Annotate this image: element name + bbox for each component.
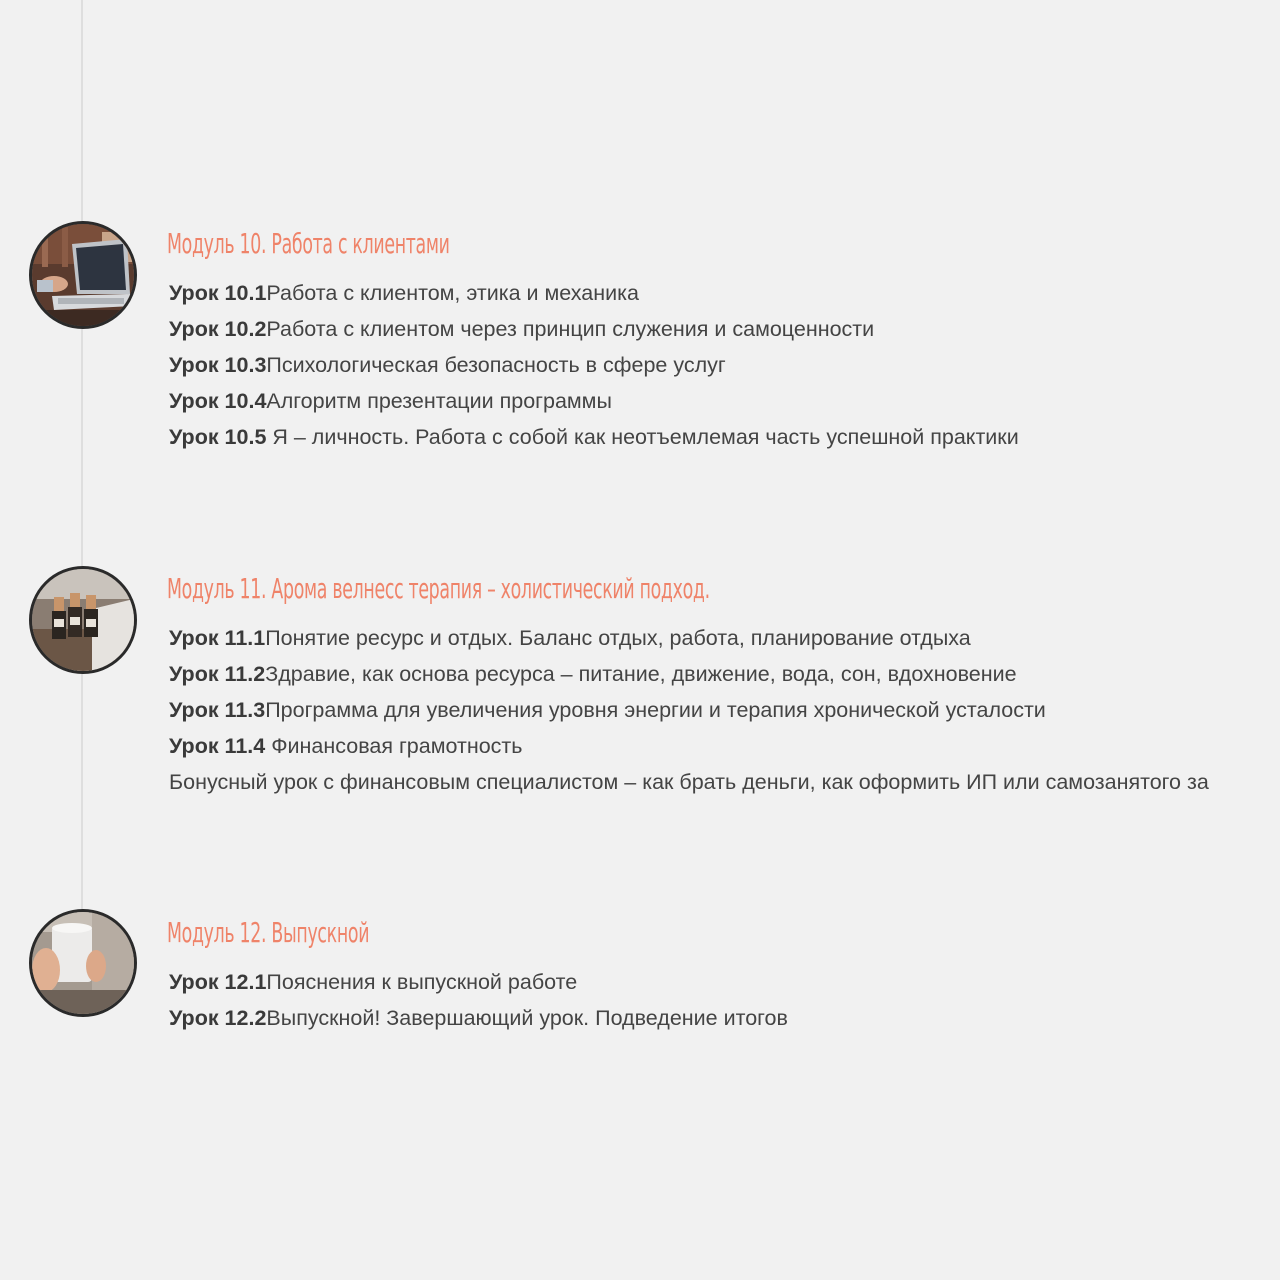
lesson-title: Работа с клиентом, этика и механика [266,281,639,305]
lesson-title: Понятие ресурс и отдых. Баланс отдых, работа, планирование отдыха [265,626,971,650]
lesson-number: Урок 10.5 [169,425,267,449]
lesson-number: Урок 12.2 [169,1006,267,1030]
lesson-list [169,964,788,1036]
lesson-number: Урок 11.1 [169,626,266,650]
lesson-item [169,764,1209,800]
lesson-title: Работа с клиентом через принцип служения и самоценности [266,317,875,341]
lesson-item [169,347,1019,383]
module-12-image [29,909,137,1017]
lesson-item [169,728,1209,764]
lesson-title: Финансовая грамотность [265,734,523,758]
lesson-number: Урок 11.2 [169,662,266,686]
lesson-item [169,383,1019,419]
lesson-list [169,620,1209,800]
lesson-item [169,692,1209,728]
lesson-number: Урок 10.3 [169,353,267,377]
lesson-number: Урок 10.1 [169,281,267,305]
lesson-list [169,275,1019,455]
module-title: Модуль 12. Выпускной [167,916,370,949]
lesson-title: Бонусный урок с финансовым специалистом – как брать деньги, как оформить ИП или самозанятого за [169,770,1209,794]
module-title: Модуль 10. Работа с клиентами [167,227,450,260]
cup-hands-photo [32,912,134,1014]
lesson-item [169,620,1209,656]
lesson-title: Психологическая безопасность в сфере услуг [266,353,726,377]
lesson-item [169,964,788,1000]
laptop-photo [32,224,134,326]
lesson-item [169,275,1019,311]
lesson-title: Программа для увеличения уровня энергии и терапия хронической усталости [265,698,1046,722]
lesson-title: Алгоритм презентации программы [266,389,612,413]
lesson-item [169,656,1209,692]
lesson-title: Я – личность. Работа с собой как неотъемлемая часть успешной практики [266,425,1019,449]
lesson-title: Здравие, как основа ресурса – питание, движение, вода, сон, вдохновение [265,662,1017,686]
lesson-number: Урок 11.3 [169,698,266,722]
lesson-item [169,311,1019,347]
lesson-number: Урок 12.1 [169,970,267,994]
lesson-number: Урок 10.4 [169,389,267,413]
lesson-item [169,1000,788,1036]
lesson-number: Урок 10.2 [169,317,267,341]
lesson-title: Выпускной! Завершающий урок. Подведение итогов [266,1006,788,1030]
module-11-image [29,566,137,674]
module-10-image [29,221,137,329]
lesson-title: Пояснения к выпускной работе [266,970,578,994]
timeline-line [81,0,83,910]
lesson-number: Урок 11.4 [169,734,266,758]
lesson-item [169,419,1019,455]
module-title: Модуль 11. Арома велнесс терапия – холистический подход. [167,572,710,605]
oil-bottles-photo [32,569,134,671]
